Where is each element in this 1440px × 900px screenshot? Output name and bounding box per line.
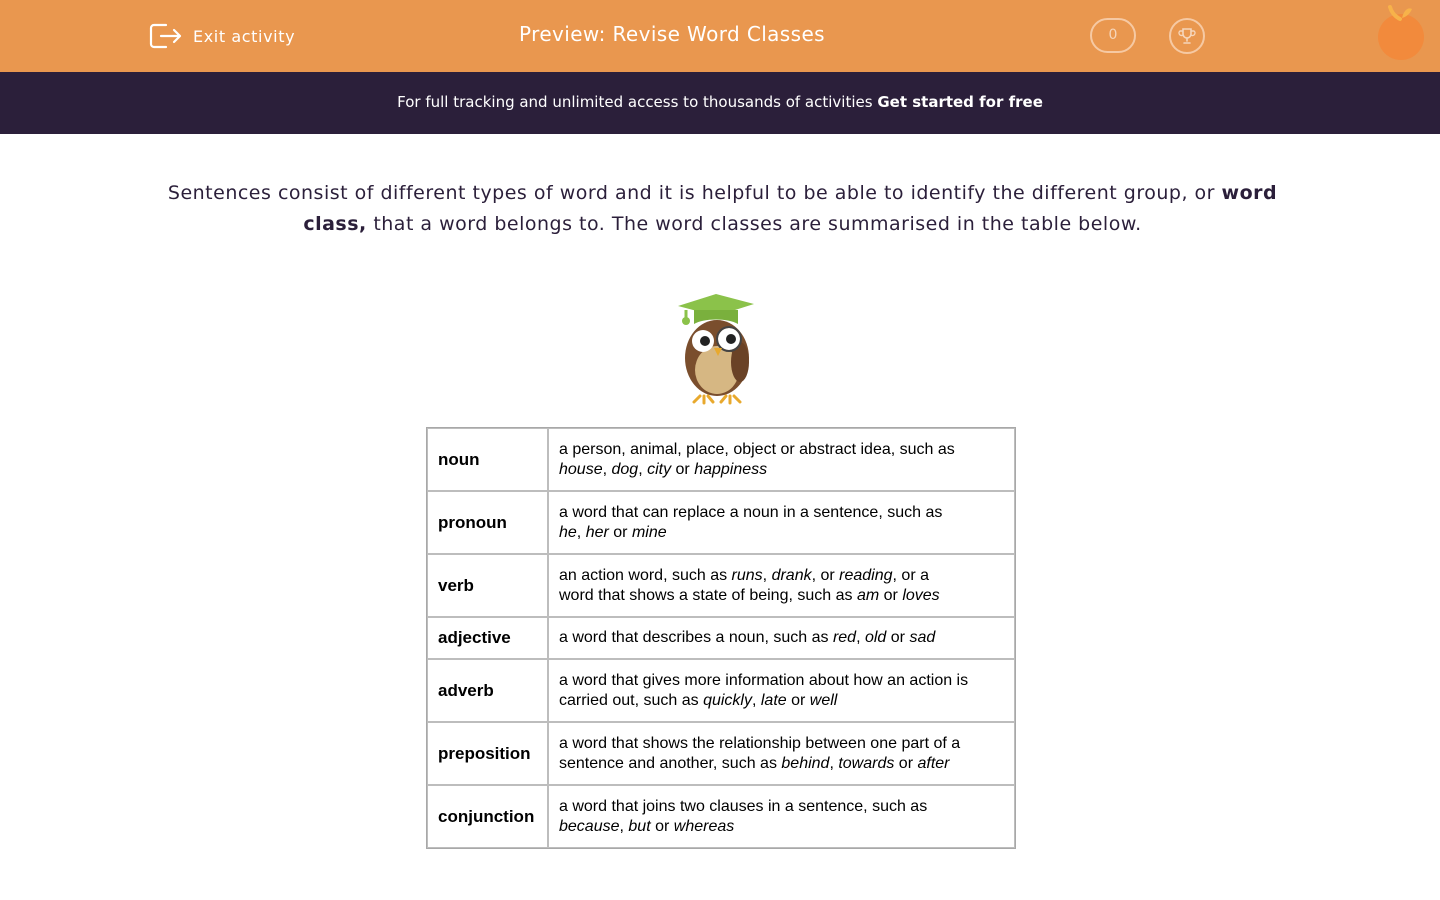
exit-activity-label: Exit activity xyxy=(193,26,296,46)
example-word: dog xyxy=(611,460,639,478)
definition-text: an action word, such as xyxy=(559,566,728,584)
table-row xyxy=(427,722,1015,785)
definition-cell: a word that gives more information about how an action is carried out, such as quickly, late or well xyxy=(548,659,1015,722)
example-word: but xyxy=(628,817,651,835)
definition-cell: a word that joins two clauses in a sentence, such as because, but or whereas xyxy=(548,785,1015,848)
definition-cell: a word that can replace a noun in a sentence, such as he, her or mine xyxy=(548,491,1015,554)
example-word: am xyxy=(856,586,880,604)
term-cell: pronoun xyxy=(427,491,548,554)
word-class-table xyxy=(426,427,1016,849)
definition-cell: a word that describes a noun, such as red, old or sad xyxy=(548,617,1015,659)
example-word: behind xyxy=(781,754,830,772)
example-word: late xyxy=(760,691,787,709)
example-word: he xyxy=(559,523,577,541)
example-word: her xyxy=(585,523,609,541)
example-word: happiness xyxy=(694,460,768,478)
definition-text: a word that can replace a noun in a sentence, such as xyxy=(559,503,943,521)
definition-cell: a word that shows the relationship between one part of a sentence and another, such as behind, towards or after xyxy=(548,722,1015,785)
definition-text: a word that gives more information about how an action is carried out, such as xyxy=(559,671,969,709)
intro-text-1: Sentences consist of different types of word and it is helpful to be able to identify the different group, or xyxy=(167,182,1215,204)
table-row xyxy=(427,491,1015,554)
example-word: runs xyxy=(731,566,763,584)
get-started-link[interactable]: Get started for free xyxy=(877,93,1043,111)
trophy-button[interactable] xyxy=(1169,18,1205,54)
table-row xyxy=(427,554,1015,617)
definition-cell: a person, animal, place, object or abstract idea, such as house, dog, city or happiness xyxy=(548,428,1015,491)
signup-banner xyxy=(0,72,1440,134)
example-word: because xyxy=(559,817,620,835)
table-row xyxy=(427,428,1015,491)
term-cell: noun xyxy=(427,428,548,491)
example-word: drank xyxy=(771,566,812,584)
top-bar xyxy=(0,0,1440,72)
owl-mascot-icon xyxy=(670,288,762,408)
example-word: sad xyxy=(909,629,936,646)
brand-logo xyxy=(1374,4,1428,62)
example-word: city xyxy=(647,460,672,478)
term-cell: preposition xyxy=(427,722,548,785)
definition-text: word that shows a state of being, such as xyxy=(559,586,853,604)
term-cell: adjective xyxy=(427,617,548,659)
example-word: loves xyxy=(902,586,940,604)
definition-text: a person, animal, place, object or abstract idea, such as xyxy=(559,440,955,458)
definition-text: a word that joins two clauses in a sentence, such as xyxy=(559,797,928,815)
example-word: mine xyxy=(631,523,667,541)
definition-cell: an action word, such as runs, drank, or reading, or a word that shows a state of being, such as am or loves xyxy=(548,554,1015,617)
example-word: whereas xyxy=(673,817,735,835)
example-word: towards xyxy=(838,754,895,772)
term-cell: conjunction xyxy=(427,785,548,848)
intro-paragraph xyxy=(150,178,1295,240)
example-word: house xyxy=(559,460,603,478)
table-row xyxy=(427,617,1015,659)
example-word: old xyxy=(864,629,887,646)
example-word: red xyxy=(832,629,857,646)
definition-text: a word that shows the relationship between one part of a sentence and another, such as xyxy=(559,734,961,772)
example-word: well xyxy=(809,691,838,709)
table-row xyxy=(427,785,1015,848)
example-word: quickly xyxy=(703,691,752,709)
table-row xyxy=(427,659,1015,722)
page-title: Preview: Revise Word Classes xyxy=(519,22,825,46)
term-cell: verb xyxy=(427,554,548,617)
term-cell: adverb xyxy=(427,659,548,722)
definition-text: a word that describes a noun, such as xyxy=(559,629,829,646)
example-word: after xyxy=(917,754,950,772)
trophy-icon xyxy=(1178,27,1196,45)
score-counter: 0 xyxy=(1090,18,1136,53)
intro-bold-term: word class, xyxy=(303,182,1278,235)
banner-text: For full tracking and unlimited access to thousands of activities xyxy=(397,93,873,111)
example-word: reading xyxy=(839,566,893,584)
intro-text-2: that a word belongs to. The word classes are summarised in the table below. xyxy=(373,213,1142,235)
